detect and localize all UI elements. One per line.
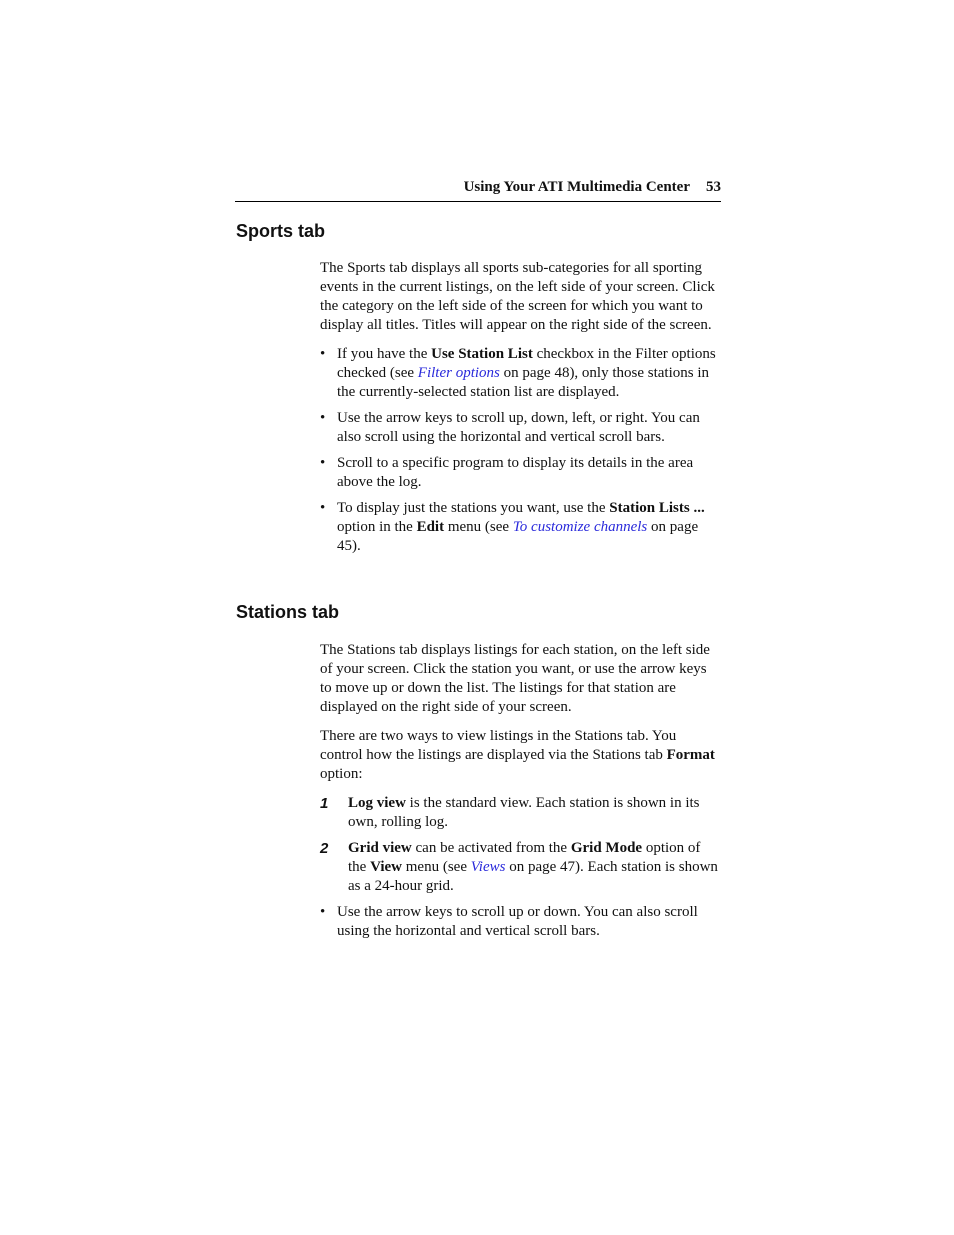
text-run: is the standard view. Each station is shown in its own, rolling log. — [348, 795, 700, 830]
text-run: Use the arrow keys to scroll up or down. You can also scroll using the horizontal and vertical scroll bars. — [337, 904, 698, 939]
stations-numbered-list — [320, 794, 720, 896]
text-run: menu (see — [444, 519, 513, 535]
ui-term: Edit — [416, 519, 445, 535]
ui-term: Grid Mode — [570, 840, 643, 856]
header-rule — [235, 201, 721, 202]
sports-bullet-list — [320, 345, 720, 556]
stations-format-paragraph — [320, 727, 720, 784]
list-item — [320, 839, 720, 896]
header-title: Using Your ATI Multimedia Center — [463, 179, 690, 195]
bullet-glyph: • — [320, 500, 326, 516]
text-run: option of the — [348, 840, 701, 875]
views-link[interactable]: Views — [470, 859, 506, 875]
text-run: on page 48), only those stations in the currently-selected station list are displayed. — [337, 365, 710, 400]
text-run: option: — [320, 766, 363, 782]
sports-tab-heading: Sports tab — [236, 221, 326, 241]
ui-term: Grid view — [348, 840, 412, 856]
text-run: on page 45). — [337, 519, 699, 554]
list-item — [320, 345, 720, 402]
bullet-glyph: • — [320, 346, 326, 362]
page-number: 53 — [706, 179, 721, 195]
customize-channels-link[interactable]: To customize channels — [512, 519, 648, 535]
bullet-glyph: • — [320, 455, 326, 471]
text-run: on page 47). Each station is shown as a 24-hour grid. — [348, 859, 718, 894]
list-item — [320, 794, 720, 832]
ui-term: Use Station List — [431, 346, 533, 362]
ui-term: Station Lists ... — [609, 500, 705, 516]
stations-section-body — [320, 641, 720, 948]
stations-intro-paragraph: The Stations tab displays listings for each station, on the left side of your screen. Click the station you want, or use the arrow keys to move up or down the list. The listings for that station are displayed on the right side of your screen. — [320, 642, 710, 715]
text-run: To display just the stations you want, use the — [337, 500, 610, 516]
text-run: can be activated from the — [411, 840, 571, 856]
list-item — [320, 903, 720, 941]
sports-section-body — [320, 259, 720, 563]
list-item — [320, 409, 720, 447]
step-number: 1 — [320, 795, 329, 812]
step-number: 2 — [320, 840, 329, 857]
stations-bullet-list — [320, 903, 720, 941]
text-run: option in the — [337, 519, 417, 535]
ui-term: View — [370, 859, 403, 875]
ui-term: Log view — [348, 795, 406, 811]
text-run: Scroll to a specific program to display its details in the area above the log. — [337, 455, 694, 490]
text-run: checkbox in the Filter options checked (see — [337, 346, 716, 381]
stations-tab-heading: Stations tab — [236, 602, 340, 622]
text-run: If you have the — [337, 346, 432, 362]
text-run: There are two ways to view listings in the Stations tab. You control how the listings are displayed via the Stations tab — [320, 728, 677, 763]
running-header — [235, 177, 721, 197]
text-run: Use the arrow keys to scroll up, down, left, or right. You can also scroll using the horizontal and vertical scroll bars. — [337, 410, 700, 445]
sports-intro-paragraph: The Sports tab displays all sports sub-categories for all sporting events in the current listings, on the left side of your screen. Click the category on the left side of the screen for which you want to display all titles. Titles will appear on the right side of the screen. — [320, 260, 715, 333]
bullet-glyph: • — [320, 410, 326, 426]
list-item — [320, 454, 720, 492]
text-run: menu (see — [402, 859, 471, 875]
ui-term: Format — [666, 747, 715, 763]
filter-options-link[interactable]: Filter options — [417, 365, 500, 381]
bullet-glyph: • — [320, 904, 326, 920]
list-item — [320, 499, 720, 556]
